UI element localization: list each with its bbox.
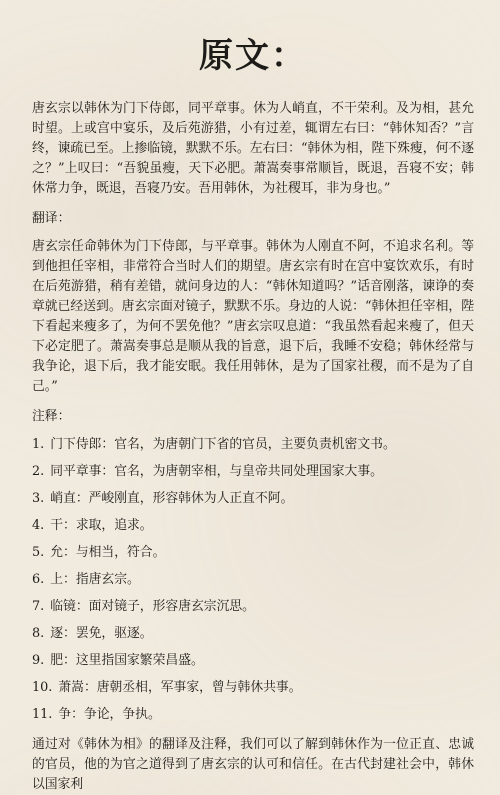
note-text: 干：求取，追求。: [50, 518, 153, 533]
notes-list: [32, 435, 474, 725]
note-number: 5.: [32, 545, 45, 560]
note-text: 峭直：严峻刚直，形容韩休为人正直不阿。: [50, 491, 294, 506]
note-text: 肥：这里指国家繁荣昌盛。: [50, 653, 204, 668]
note-number: 10.: [32, 680, 53, 695]
note-number: 6.: [32, 572, 45, 587]
note-text: 允：与相当，符合。: [50, 545, 166, 560]
note-item: [32, 543, 474, 563]
note-number: 3.: [32, 491, 45, 506]
translation-label: 翻译：: [32, 211, 71, 226]
note-number: 4.: [32, 518, 45, 533]
note-item: [32, 624, 474, 644]
note-number: 2.: [32, 464, 45, 479]
note-item: [32, 435, 474, 455]
note-text: 临镜：面对镜子，形容唐玄宗沉思。: [50, 599, 255, 614]
note-text: 萧嵩：唐朝丞相，军事家，曾与韩休共事。: [58, 680, 302, 695]
note-number: 1.: [32, 437, 45, 452]
note-item: [32, 678, 474, 698]
note-number: 9.: [32, 653, 45, 668]
note-number: 7.: [32, 599, 45, 614]
note-item: [32, 516, 474, 536]
note-number: 11.: [32, 707, 53, 722]
note-item: [32, 651, 474, 671]
page-title: 原文：: [199, 36, 307, 76]
translation-text: 唐玄宗任命韩休为门下侍郎，与平章事。韩休为人刚直不阿，不追求名利。等到他担任宰相，非常符合当时人们的期望。唐玄宗有时在宫中宴饮欢乐，有时在后苑游猎，稍有差错，就问身边的人：“韩休知道吗？”话音刚落，谏诤的奏章就已经送到。唐玄宗面对镜子，默默不乐。身边的人说：“韩休担任宰相，陛下看起来瘦多了，为何不罢免他？”唐玄宗叹息道：“我虽然看起来瘦了，但天下必定肥了。萧嵩奏事总是顺从我的旨意，退下后，我睡不安稳；韩休经常与我争论，退下后，我才能安眠。我任用韩休，是为了国家社稷，而不是为了自己。”: [32, 239, 474, 394]
note-item: [32, 597, 474, 617]
note-text: 同平章事：官名，为唐朝宰相，与皇帝共同处理国家大事。: [50, 464, 383, 479]
conclusion-text: 通过对《韩休为相》的翻译及注释，我们可以了解到韩休作为一位正直、忠诚的官员，他的为官之道得到了唐玄宗的认可和信任。在古代封建社会中，韩休以国家利: [32, 737, 474, 792]
note-text: 争：争论，争执。: [58, 707, 161, 722]
note-item: [32, 462, 474, 482]
note-text: 逐：罢免，驱逐。: [50, 626, 153, 641]
note-text: 门下侍郎：官名，为唐朝门下省的官员，主要负责机密文书。: [50, 437, 396, 452]
note-item: [32, 489, 474, 509]
note-item: [32, 570, 474, 590]
note-text: 上：指唐玄宗。: [50, 572, 140, 587]
note-item: [32, 705, 474, 725]
original-text: 唐玄宗以韩休为门下侍郎，同平章事。休为人峭直，不干荣利。及为相，甚允时望。上或宫中宴乐，及后苑游猎，小有过差，辄谓左右曰：“韩休知否？”言终，谏疏已至。上掺临镜，默默不乐。左右曰：“韩休为相，陛下殊瘦，何不逐之？”上叹曰：“吾貌虽瘦，天下必肥。萧嵩奏事常顺旨，既退，吾寝不安；韩休常力争，既退，吾寝乃安。吾用韩休，为社稷耳，非为身也。”: [32, 101, 474, 196]
note-number: 8.: [32, 626, 45, 641]
notes-label: 注释：: [32, 409, 71, 424]
